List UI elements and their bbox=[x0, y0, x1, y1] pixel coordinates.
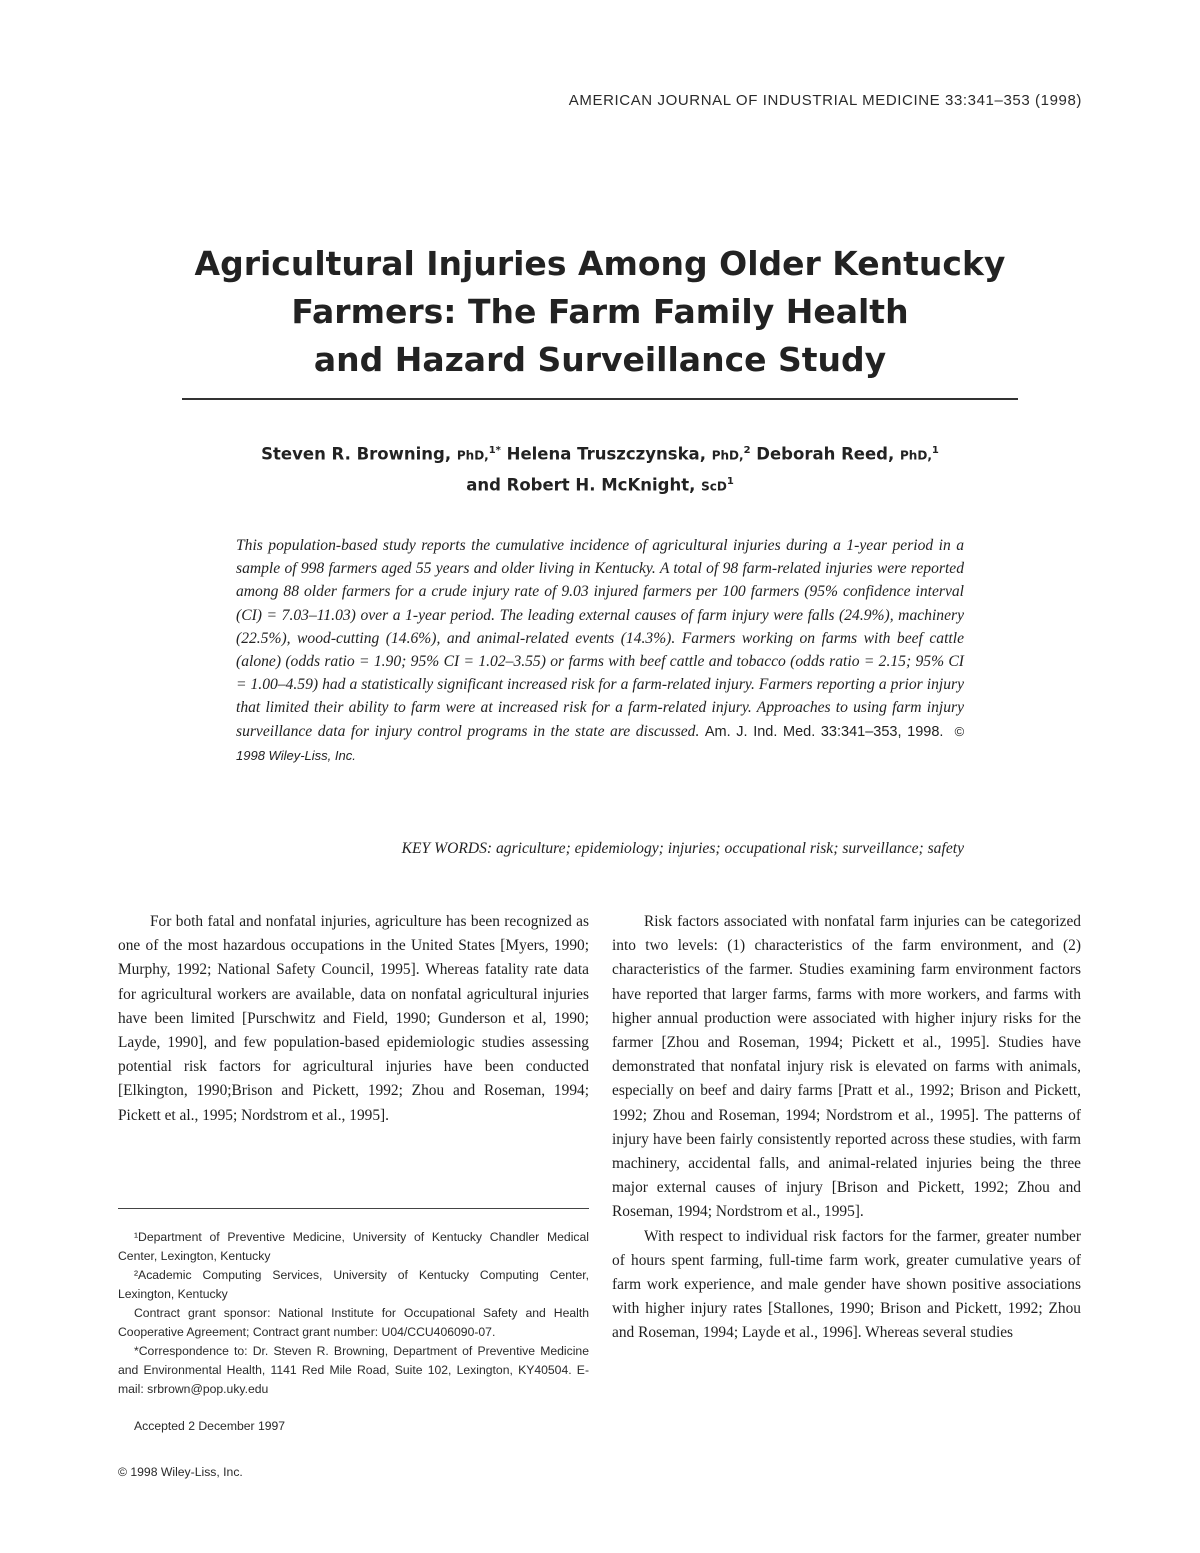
footnote-correspondence: *Correspondence to: Dr. Steven R. Browning, Department of Preventive Medicine and Environmental Health, 1141 Red Mile Road, Suite 102, Lexington, KY40504. E-mail: srbrown@pop.uky.edu bbox=[118, 1344, 589, 1396]
abstract-text: This population-based study reports the cumulative incidence of agricultural injuries during a 1-year period in a sample of 998 farmers aged 55 years and older living in Kentucky. A total of 98 farm-related injuries were reported among 88 older farmers for a crude injury rate of 9.03 injured farmers per 100 farmers (95% confidence interval (CI) = 7.03–11.03) over a 1-year period. The leading external causes of farm injury were falls (24.9%), machinery (22.5%), wood-cutting (14.6%), and animal-related events (14.3%). Farmers working on farms with beef cattle (alone) (odds ratio = 1.90; 95% CI = 1.02–3.55) or farms with beef cattle and tobacco (odds ratio = 2.15; 95% CI = 1.00–4.59) had a statistically significant increased risk for a farm-related injury. Farmers reporting a prior injury that limited their ability to farm were at increased risk for a farm-related injury. Approaches to using farm injury surveillance data for injury control programs in the state are discussed. bbox=[236, 537, 964, 740]
accepted-date: Accepted 2 December 1997 bbox=[134, 1419, 286, 1433]
footnote-grant: Contract grant sponsor: National Institute for Occupational Safety and Health Cooperative Agreement; Contract grant number: U04/CCU406090-07. bbox=[118, 1306, 589, 1339]
body-paragraph: Risk factors associated with nonfatal farm injuries can be categorized into two levels: (1) characteristics of the farm environment, and (2) characteristics of the farmer. Studies examining farm environment factors have reported that larger farms, farms with more workers, and farms with higher annual production were associated with higher injury risks for the farmer [Zhou and Roseman, 1994; Pickett et al., 1995]. Studies have demonstrated that nonfatal injury risk is elevated on farms with animals, especially on beef and dairy farms [Pratt et al., 1992; Brison and Pickett, 1992; Zhou and Roseman, 1994; Nordstrom et al., 1995]. The patterns of injury have been fairly consistently reported across these studies, with farm machinery, accidental falls, and animal-related injuries being the three major external causes of injury [Brison and Pickett, 1992; Zhou and Roseman, 1994; Nordstrom et al., 1995]. bbox=[612, 913, 1081, 1221]
abstract bbox=[236, 534, 964, 767]
footnotes bbox=[118, 1228, 589, 1399]
footnote-divider bbox=[118, 1208, 589, 1209]
author-name: Steven R. Browning, bbox=[261, 444, 452, 464]
abstract-copyright: © 1998 Wiley-Liss, Inc. bbox=[236, 723, 965, 763]
title-divider bbox=[182, 398, 1018, 400]
footnote-affiliation-2: ²Academic Computing Services, University of Kentucky Computing Center, Lexington, Kentucky bbox=[118, 1268, 589, 1301]
author-name: Deborah Reed, bbox=[756, 444, 895, 464]
article-title bbox=[150, 240, 1050, 384]
footnote-affiliation-1: ¹Department of Preventive Medicine, University of Kentucky Chandler Medical Center, Lexington, Kentucky bbox=[118, 1230, 589, 1263]
author-name: and Robert H. McKnight, bbox=[466, 475, 696, 494]
body-column-left bbox=[118, 910, 589, 1128]
title-line-3: and Hazard Surveillance Study bbox=[313, 340, 887, 379]
body-paragraph: For both fatal and nonfatal injuries, agriculture has been recognized as one of the most hazardous occupations in the United States [Myers, 1990; Murphy, 1992; National Safety Council, 1995]. Whereas fatality rate data for agricultural workers are available, data on nonfatal agricultural injuries have been limited [Purschwitz and Field, 1990; Gunderson et al, 1990; Layde, 1990], and few population-based epidemiologic studies assessing potential risk factors for agricultural injuries have been conducted [Elkington, 1990;Brison and Pickett, 1992; Zhou and Roseman, 1994; Pickett et al., 1995; Nordstrom et al., 1995]. bbox=[118, 913, 589, 1124]
body-column-right bbox=[612, 910, 1081, 1346]
author-name: Helena Truszczynska, bbox=[506, 444, 706, 464]
abstract-citation: Am. J. Ind. Med. 33:341–353, 1998. bbox=[704, 723, 944, 740]
author-degree: PhD, bbox=[900, 448, 932, 463]
page-copyright: © 1998 Wiley-Liss, Inc. bbox=[118, 1465, 243, 1479]
author-line-1 bbox=[150, 438, 1050, 469]
body-paragraph: With respect to individual risk factors for the farmer, greater number of hours spent farming, full-time farm work, greater cumulative years of farm work experience, and male gender have shown positive associations with higher injury rates [Stallones, 1990; Brison and Pickett, 1992; Zhou and Roseman, 1994; Layde et al., 1996]. Whereas several studies bbox=[612, 1227, 1081, 1342]
author-line-2 bbox=[150, 469, 1050, 500]
author-affiliation-mark: 2 bbox=[743, 445, 751, 456]
author-affiliation-mark: 1 bbox=[931, 445, 939, 456]
author-affiliation-mark: 1* bbox=[488, 445, 501, 456]
running-head: AMERICAN JOURNAL OF INDUSTRIAL MEDICINE 33:341–353 (1998) bbox=[568, 92, 1082, 109]
keywords: KEY WORDS: agriculture; epidemiology; injuries; occupational risk; surveillance; safety bbox=[401, 840, 964, 857]
author-affiliation-mark: 1 bbox=[726, 475, 734, 487]
title-line-2: Farmers: The Farm Family Health bbox=[291, 292, 909, 331]
author-degree: PhD, bbox=[711, 448, 744, 463]
author-degree: ScD bbox=[701, 479, 727, 493]
author-list bbox=[150, 438, 1050, 499]
author-degree: PhD, bbox=[456, 448, 489, 463]
title-line-1: Agricultural Injuries Among Older Kentucky bbox=[194, 244, 1006, 283]
